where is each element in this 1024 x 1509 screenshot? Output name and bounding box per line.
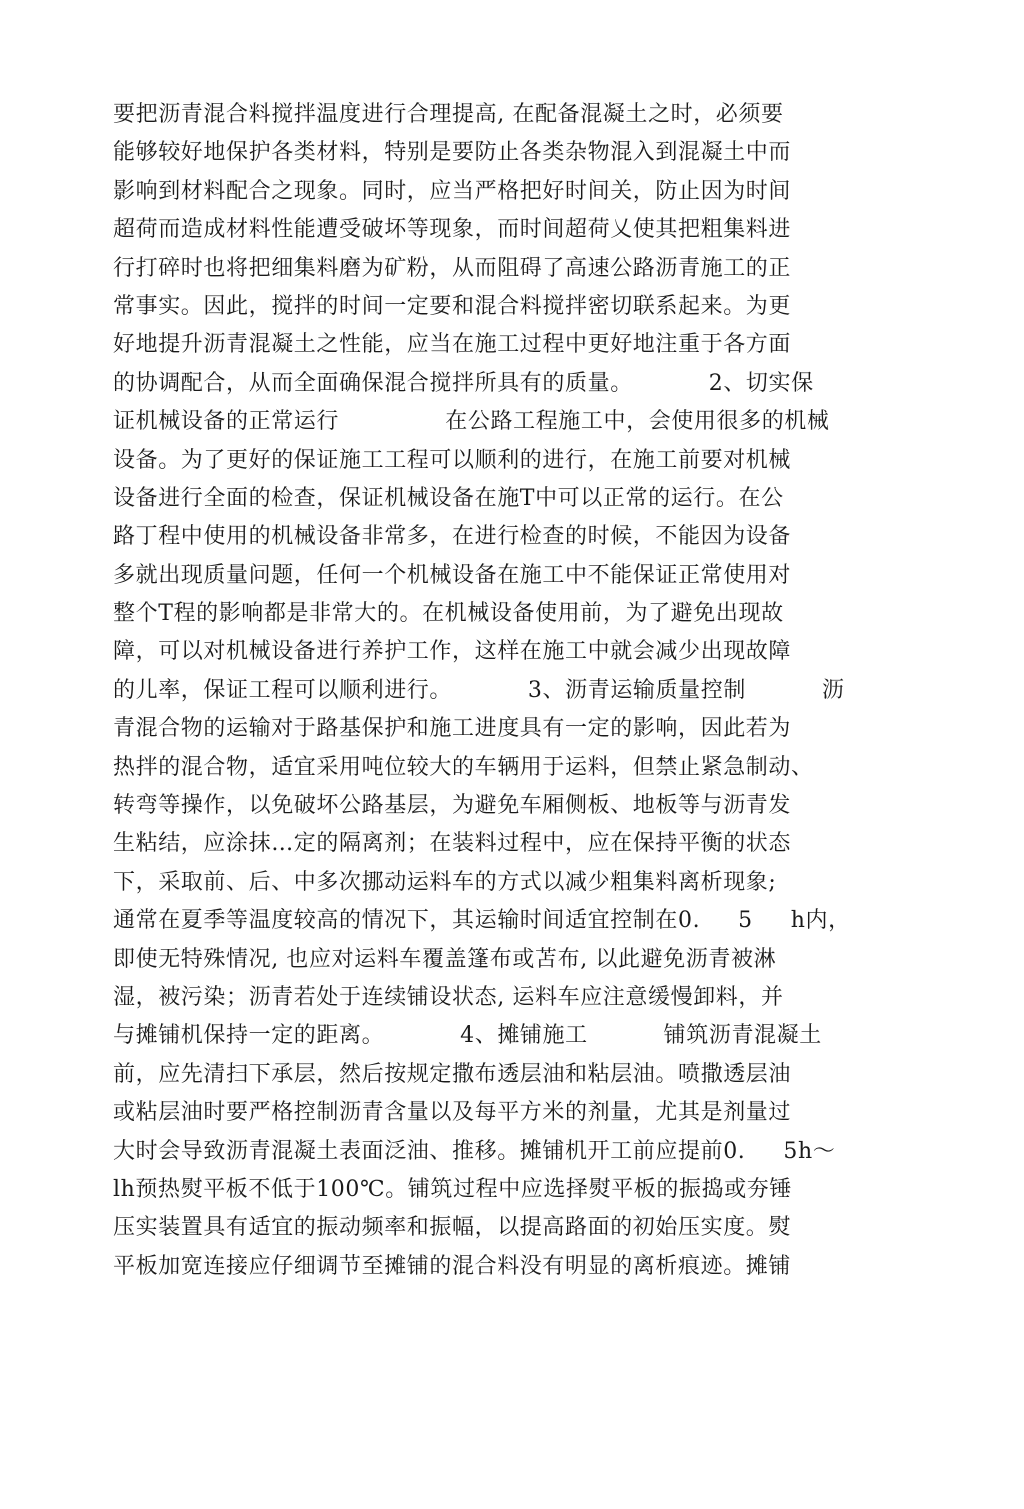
text-line-31: 平板加宽连接应仔细调节至摊铺的混合料没有明显的离析痕迹。摊铺 — [113, 1253, 792, 1279]
text-line-2: 能够较好地保护各类材料，特别是要防止各类杂物混入到混凝土中而 — [113, 140, 792, 166]
text-line-21: 下，采取前、后、中多次挪动运料车的方式以减少粗集料离析现象; — [113, 869, 777, 895]
body-text — [113, 96, 918, 1286]
text-line-28: 大时会导致沥青混凝土表面泛油、推移。摊铺机开工前应提前0. 5h～ — [113, 1138, 836, 1164]
text-line-20: 生粘结，应涂抹…定的隔离剂；在装料过程中，应在保持平衡的状态 — [113, 831, 792, 857]
text-line-27: 或粘层油时要严格控制沥青含量以及每平方米的剂量，尤其是剂量过 — [113, 1100, 792, 1126]
text-line-11: 设备进行全面的检查，保证机械设备在施T中可以正常的运行。在公 — [113, 485, 784, 511]
text-line-5: 行打碎时也将把细集料磨为矿粉，从而阻碍了高速公路沥青施工的正 — [113, 255, 792, 281]
text-line-9: 证机械设备的正常运行 在公路工程施工中，会使用很多的机械 — [113, 409, 830, 435]
text-line-23: 即使无特殊情况, 也应对运料车覆盖篷布或苫布, 以此避免沥青被淋 — [113, 946, 777, 972]
text-line-1: 要把沥青混合料搅拌温度进行合理提高, 在配备混凝土之时，必须要 — [113, 102, 784, 127]
text-line-15: 障，可以对机械设备进行养护工作，这样在施工中就会减少出现故障 — [113, 639, 792, 665]
text-line-29: lh预热熨平板不低于100℃。铺筑过程中应选择熨平板的振捣或夯锤 — [113, 1176, 793, 1202]
text-line-25: 与摊铺机保持一定的距离。 4、摊铺施工 铺筑沥青混凝土 — [113, 1023, 822, 1049]
text-line-22: 通常在夏季等温度较高的情况下，其运输时间适宜控制在0. 5 h内， — [113, 908, 851, 934]
text-line-10: 设备。为了更好的保证施工工程可以顺利的进行，在施工前要对机械 — [113, 447, 792, 473]
text-line-4: 超荷而造成材料性能遭受破坏等现象，而时间超荷乂使其把粗集料进 — [113, 217, 792, 243]
text-line-30: 压实装置具有适宜的振动频率和振幅，以提高路面的初始压实度。熨 — [113, 1215, 792, 1241]
text-line-3: 影响到材料配合之现象。同时，应当严格把好时间关，防止因为时间 — [113, 178, 792, 204]
text-line-16: 的儿率，保证工程可以顺利进行。 3、沥青运输质量控制 沥 — [113, 677, 845, 703]
text-line-18: 热拌的混合物，适宜采用吨位较大的车辆用于运料，但禁止紧急制动、 — [113, 754, 814, 780]
text-line-26: 前，应先清扫下承层，然后按规定撒布透层油和粘层油。喷撒透层油 — [113, 1061, 792, 1087]
text-line-13: 多就出现质量问题，任何一个机械设备在施工中不能保证正常使用对 — [113, 562, 792, 588]
text-line-19: 转弯等操作，以免破坏公路基层，为避免车厢侧板、地板等与沥青发 — [113, 793, 792, 819]
text-line-24: 湿，被污染；沥青若处于连续铺设状态, 运料车应注意缓慢卸料，并 — [113, 984, 784, 1010]
text-line-12: 路丁程中使用的机械设备非常多，在进行检查的时候，不能因为设备 — [113, 524, 792, 550]
text-line-6: 常事实。因此，搅拌的时间一定要和混合料搅拌密切联系起来。为更 — [113, 293, 792, 319]
text-line-7: 好地提升沥青混凝土之性能，应当在施工过程中更好地注重于各方面 — [113, 332, 792, 358]
text-line-14: 整个T程的影响都是非常大的。在机械设备使用前，为了避免出现故 — [113, 601, 784, 627]
text-line-17: 青混合物的运输对于路基保护和施工进度具有一定的影响，因此若为 — [113, 716, 792, 742]
text-line-8: 的协调配合，从而全面确保混合搅拌所具有的质量。 2、切实保 — [113, 370, 814, 396]
